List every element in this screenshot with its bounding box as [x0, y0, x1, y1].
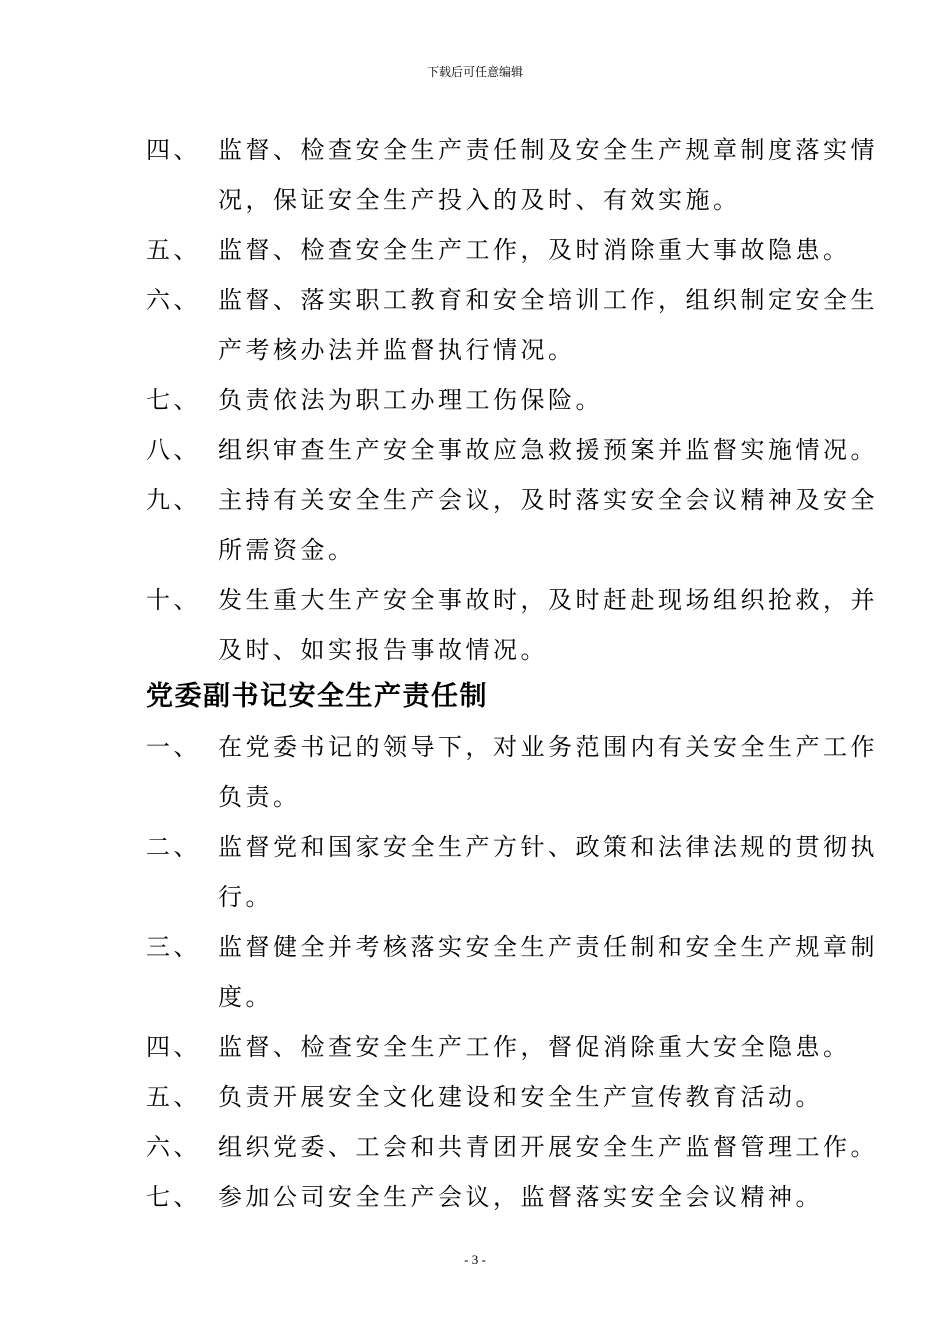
list-item — [146, 275, 878, 375]
item-number: 六、 — [146, 286, 201, 314]
responsibility-list-2 — [146, 722, 878, 1222]
item-text-line: 所需资金。 — [218, 536, 356, 564]
item-text-line: 监督、检查安全生产责任制及安全生产规章制度落实情 — [218, 136, 878, 164]
list-item — [146, 425, 878, 475]
item-text-line: 在党委书记的领导下，对业务范围内有关安全生产工作 — [218, 733, 878, 761]
item-text-line: 及时、如实报告事故情况。 — [218, 636, 548, 664]
item-number: 七、 — [146, 386, 201, 414]
page-header: 下载后可任意编辑 — [426, 65, 523, 79]
list-item — [146, 1072, 846, 1122]
item-number: 五、 — [146, 236, 201, 264]
item-text-line: 监督、检查安全生产工作，督促消除重大安全隐患。 — [218, 1033, 851, 1061]
item-number: 五、 — [146, 1083, 201, 1111]
item-text-line: 监督、检查安全生产工作，及时消除重大事故隐患。 — [218, 236, 851, 264]
responsibility-list-1 — [146, 125, 878, 675]
item-text-line: 负责。 — [218, 783, 301, 811]
item-number: 四、 — [146, 1033, 201, 1061]
item-number: 二、 — [146, 833, 201, 861]
item-text-line: 监督、落实职工教育和安全培训工作，组织制定安全生 — [218, 286, 878, 314]
list-item — [146, 722, 878, 822]
item-text-line: 负责依法为职工办理工伤保险。 — [218, 386, 603, 414]
item-number: 十、 — [146, 586, 201, 614]
item-text-line: 监督党和国家安全生产方针、政策和法律法规的贯彻执 — [218, 833, 878, 861]
page-number: - 3 - — [464, 1252, 486, 1267]
list-item — [146, 1022, 851, 1072]
list-item — [146, 225, 851, 275]
item-text-line: 负责开展安全文化建设和安全生产宣传教育活动。 — [218, 1083, 823, 1111]
section-title: 党委副书记安全生产责任制 — [146, 681, 488, 712]
list-item — [146, 125, 878, 225]
list-item — [146, 375, 846, 425]
item-text-line: 况，保证安全生产投入的及时、有效实施。 — [218, 186, 741, 214]
item-text-line: 产考核办法并监督执行情况。 — [218, 336, 576, 364]
item-number: 八、 — [146, 436, 201, 464]
list-item — [146, 475, 878, 575]
list-item — [146, 1122, 878, 1172]
item-text-line: 组织党委、工会和共青团开展安全生产监督管理工作。 — [218, 1133, 878, 1161]
item-number: 六、 — [146, 1133, 201, 1161]
item-text-line: 组织审查生产安全事故应急救援预案并监督实施情况。 — [218, 436, 878, 464]
list-item — [146, 922, 878, 1022]
list-item — [146, 1172, 846, 1222]
list-item — [146, 575, 878, 675]
item-number: 四、 — [146, 136, 201, 164]
item-text-line: 行。 — [218, 883, 273, 911]
item-number: 九、 — [146, 486, 201, 514]
item-number: 三、 — [146, 933, 201, 961]
item-text-line: 发生重大生产安全事故时，及时赶赴现场组织抢救，并 — [218, 586, 878, 614]
item-text-line: 参加公司安全生产会议，监督落实安全会议精神。 — [218, 1183, 823, 1211]
item-text-line: 主持有关安全生产会议，及时落实安全会议精神及安全 — [218, 486, 878, 514]
item-text-line: 度。 — [218, 983, 273, 1011]
item-text-line: 监督健全并考核落实安全生产责任制和安全生产规章制 — [218, 933, 878, 961]
item-number: 七、 — [146, 1183, 201, 1211]
list-item — [146, 822, 878, 922]
item-number: 一、 — [146, 733, 201, 761]
